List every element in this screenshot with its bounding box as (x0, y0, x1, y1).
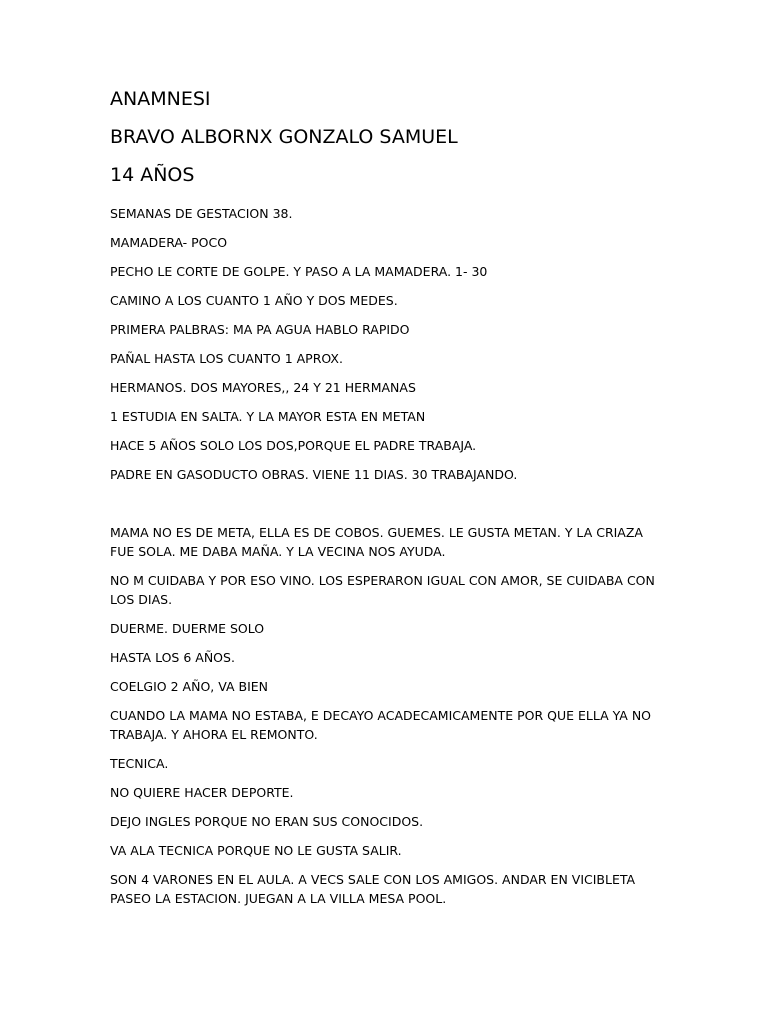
patient-name: BRAVO ALBORNX GONZALO SAMUEL (110, 126, 458, 148)
paragraph: PRIMERA PALBRAS: MA PA AGUA HABLO RAPIDO (110, 322, 410, 337)
paragraph: PECHO LE CORTE DE GOLPE. Y PASO A LA MAMADERA. 1- 30 (110, 264, 488, 279)
paragraph: DUERME. DUERME SOLO (110, 621, 265, 636)
paragraph: MAMADERA- POCO (110, 235, 228, 250)
paragraph: DEJO INGLES PORQUE NO ERAN SUS CONOCIDOS. (110, 814, 424, 829)
paragraph: SON 4 VARONES EN EL AULA. A VECS SALE CON LOS AMIGOS. ANDAR EN VICIBLETA PASEO LA ESTACION. JUEGAN A LA VILLA MESA POOL. (110, 872, 636, 906)
paragraph: VA ALA TECNICA PORQUE NO LE GUSTA SALIR. (110, 843, 402, 858)
document-header (110, 86, 670, 200)
paragraph: HERMANOS. DOS MAYORES,, 24 Y 21 HERMANAS (110, 380, 416, 395)
document-body (110, 204, 658, 918)
paragraph: COELGIO 2 AÑO, VA BIEN (110, 679, 269, 694)
paragraph: NO QUIERE HACER DEPORTE. (110, 785, 294, 800)
paragraph: PADRE EN GASODUCTO OBRAS. VIENE 11 DIAS. 30 TRABAJANDO. (110, 467, 518, 482)
paragraph: SEMANAS DE GESTACION 38. (110, 206, 293, 221)
paragraph: CUANDO LA MAMA NO ESTABA, E DECAYO ACADECAMICAMENTE POR QUE ELLA YA NO TRABAJA. Y AHORA EL REMONTO. (110, 708, 652, 742)
paragraph: TECNICA. (110, 756, 169, 771)
paragraph: 1 ESTUDIA EN SALTA. Y LA MAYOR ESTA EN METAN (110, 409, 426, 424)
paragraph: MAMA NO ES DE META, ELLA ES DE COBOS. GUEMES. LE GUSTA METAN. Y LA CRIAZA FUE SOLA. ME DABA MAÑA. Y LA VECINA NOS AYUDA. (110, 525, 643, 559)
patient-age: 14 AÑOS (110, 164, 195, 186)
paragraph: PAÑAL HASTA LOS CUANTO 1 APROX. (110, 351, 343, 366)
paragraph: HACE 5 AÑOS SOLO LOS DOS,PORQUE EL PADRE TRABAJA. (110, 438, 477, 453)
paragraph: HASTA LOS 6 AÑOS. (110, 650, 235, 665)
document-title: ANAMNESI (110, 88, 211, 110)
paragraph: CAMINO A LOS CUANTO 1 AÑO Y DOS MEDES. (110, 293, 398, 308)
blank-line (110, 494, 658, 523)
paragraph: NO M CUIDABA Y POR ESO VINO. LOS ESPERARON IGUAL CON AMOR, SE CUIDABA CON LOS DIAS. (110, 573, 655, 607)
